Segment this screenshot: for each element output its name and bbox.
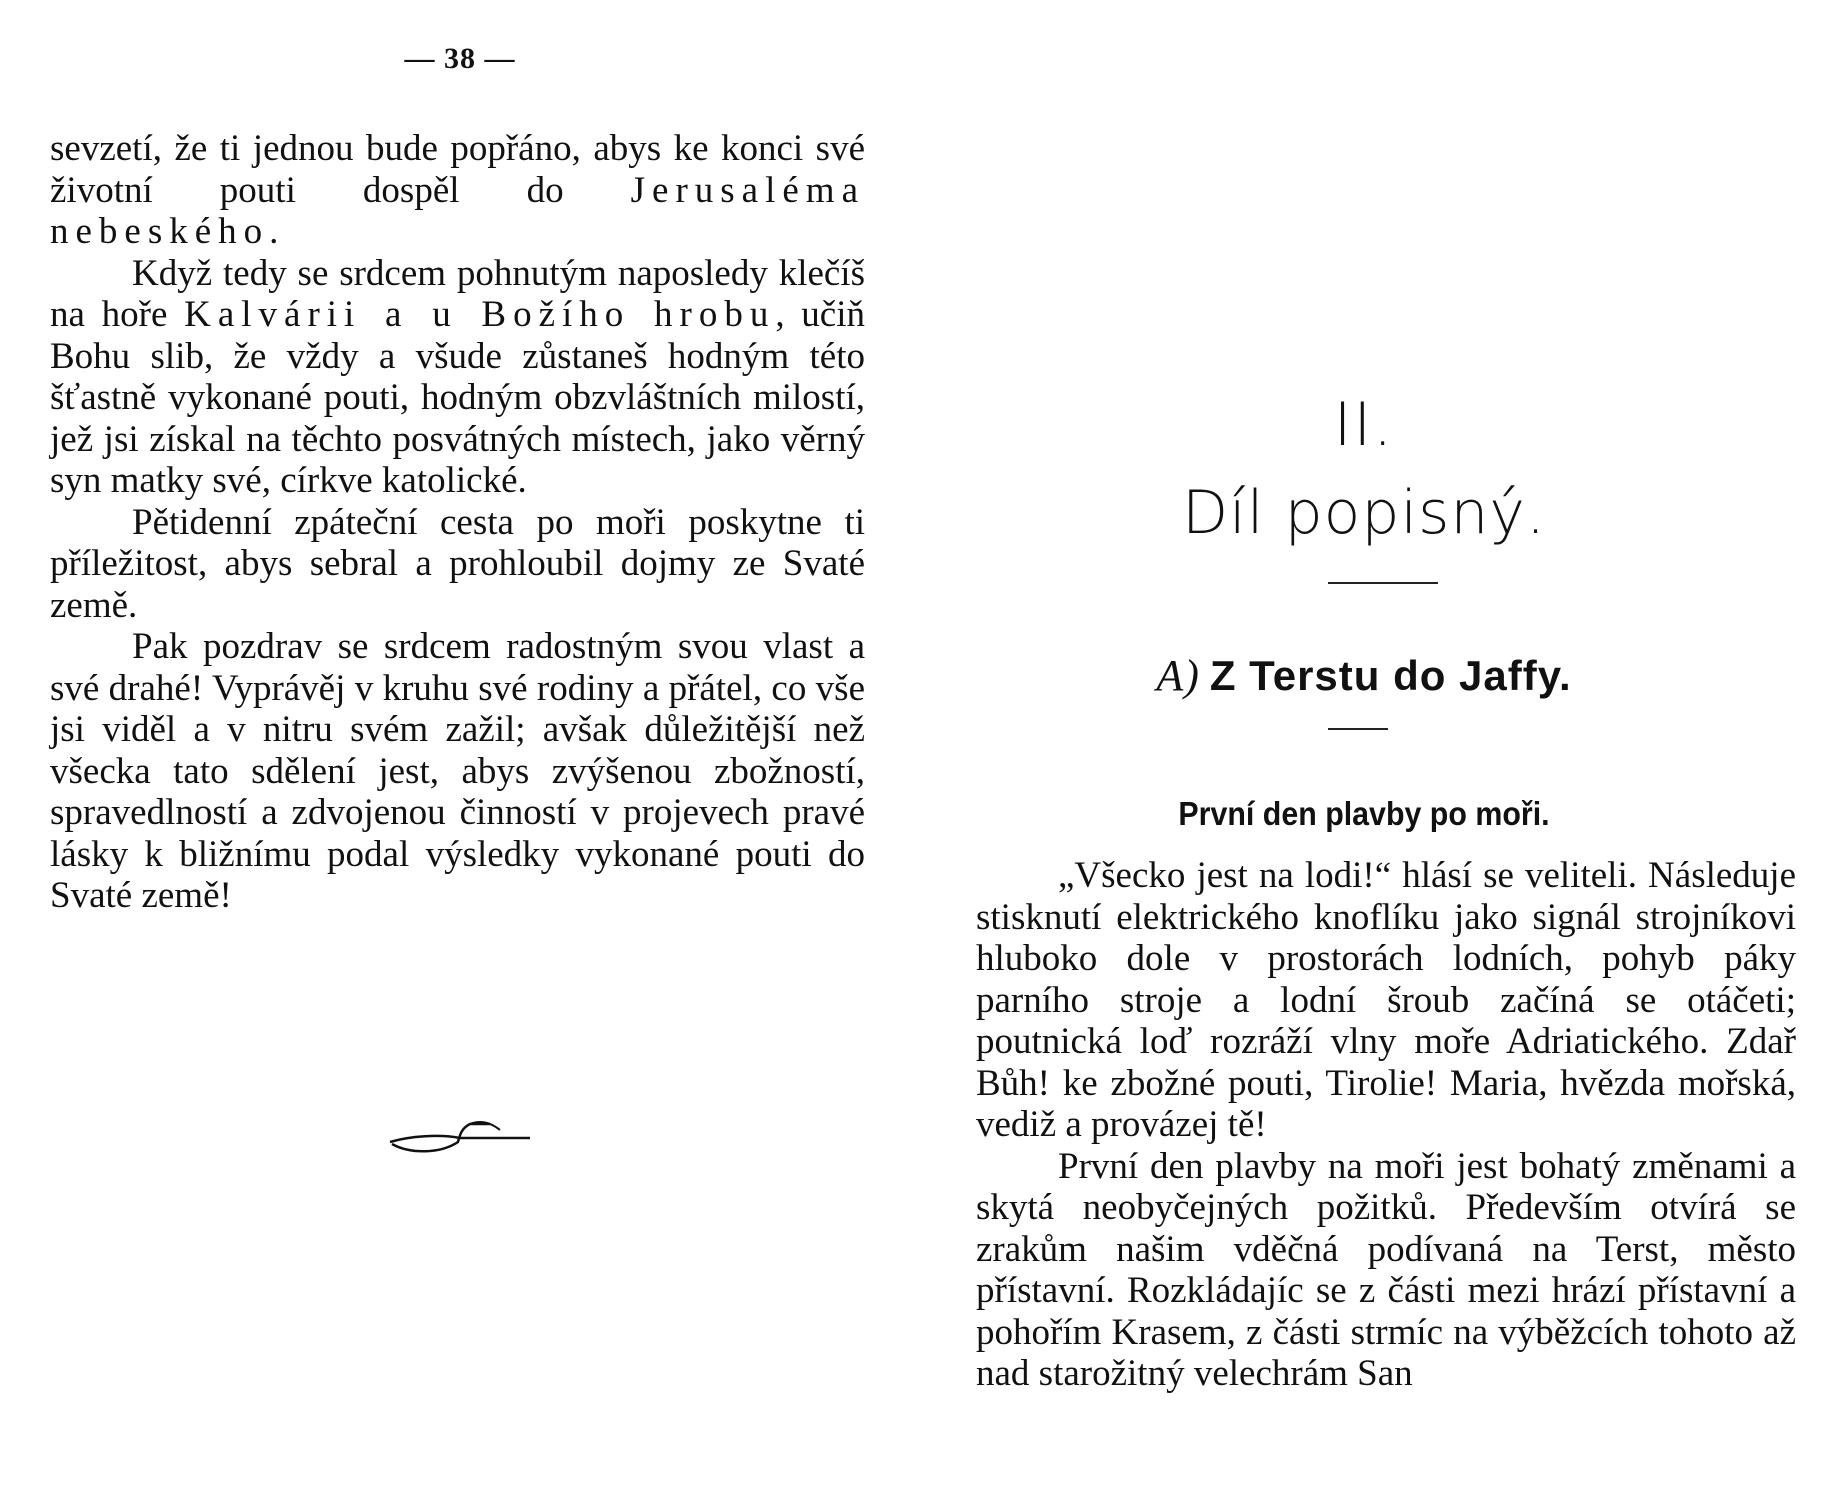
section-heading [900, 650, 1828, 701]
section-title: Z Terstu do Jaffy. [1209, 652, 1572, 699]
right-text-column [976, 855, 1796, 1395]
divider-rule [1328, 582, 1438, 584]
paragraph [976, 855, 1796, 1146]
text-segment: „Všecko jest na lodi!“ hlásí se veliteli. Následuje stisknutí elektrického knoflíku jako signál strojníkovi hluboko dole v prostorách lodních, pohyb páky parního stroje a lodní šroub začíná se otáčeti; poutnická loď rozráží vlny moře Adriatického. Zdař Bůh! ke zbožné pouti, Tirolie! Maria, hvězda mořská, vediž a provázej tě! [976, 855, 1796, 1145]
text-segment: sevzetí, že ti jednou bude popřáno, abys ke konci své životní pouti dospěl do [50, 128, 865, 211]
text-segment: Pětidenní zpáteční cesta po moři poskytne ti příležitost, abys sebral a prohloubil dojmy ze Svaté země. [50, 501, 865, 626]
part-number: II. [1333, 390, 1395, 460]
right-page [900, 0, 1828, 1500]
spaced-text-segment: Kalvárii a u Božího hrobu [184, 294, 776, 335]
spaced-text-segment: Jerusaléma nebeského [50, 169, 865, 252]
paragraph [50, 626, 865, 917]
page-number: — 38 — [404, 42, 516, 75]
text-segment: Když tedy se srdcem pohnutým naposledy klečíš na hoře [50, 252, 865, 335]
left-text-column [50, 128, 865, 917]
end-ornament-icon [380, 1110, 540, 1160]
paragraph [50, 502, 865, 627]
text-segment: . [269, 211, 279, 252]
text-segment: , učiň Bohu slib, že vždy a všude zůstaneš hodným této šťastně vykonané pouti, hodným obzvláštních milostí, jež jsi získal na těchto posvátných místech, jako věrný syn matky své, církve katolické. [50, 294, 865, 501]
left-page [0, 0, 900, 1500]
text-segment: Pak pozdrav se srdcem radostným svou vlast a své drahé! Vyprávěj v kruhu své rodiny a přátel, co vše jsi viděl a v nitru svém zažil; avšak důležitější než všecka tato sdělení jest, abys zvýšenou zbožností, spravedlností a zdvojenou činností v projevech pravé lásky k bližnímu podal výsledky vykonané pouti do Svaté země! [50, 626, 865, 916]
divider-rule [1328, 728, 1388, 730]
part-title: Díl popisný. [1181, 478, 1547, 548]
text-segment: První den plavby na moři jest bohatý změnami a skytá neobyčejných požitků. Především otvírá se zrakům našim vděčná podívaná na Terst, město přístavní. Rozkládajíc se z části mezi hrází přístavní a pohořím Krasem, z části strmíc na výběžcích tohoto až nad starožitný velechrám San [976, 1145, 1796, 1394]
section-letter: A) [1156, 651, 1200, 700]
subsection-heading: První den plavby po moři. [1178, 795, 1550, 832]
paragraph [976, 1146, 1796, 1395]
paragraph [50, 128, 865, 253]
paragraph [50, 253, 865, 502]
